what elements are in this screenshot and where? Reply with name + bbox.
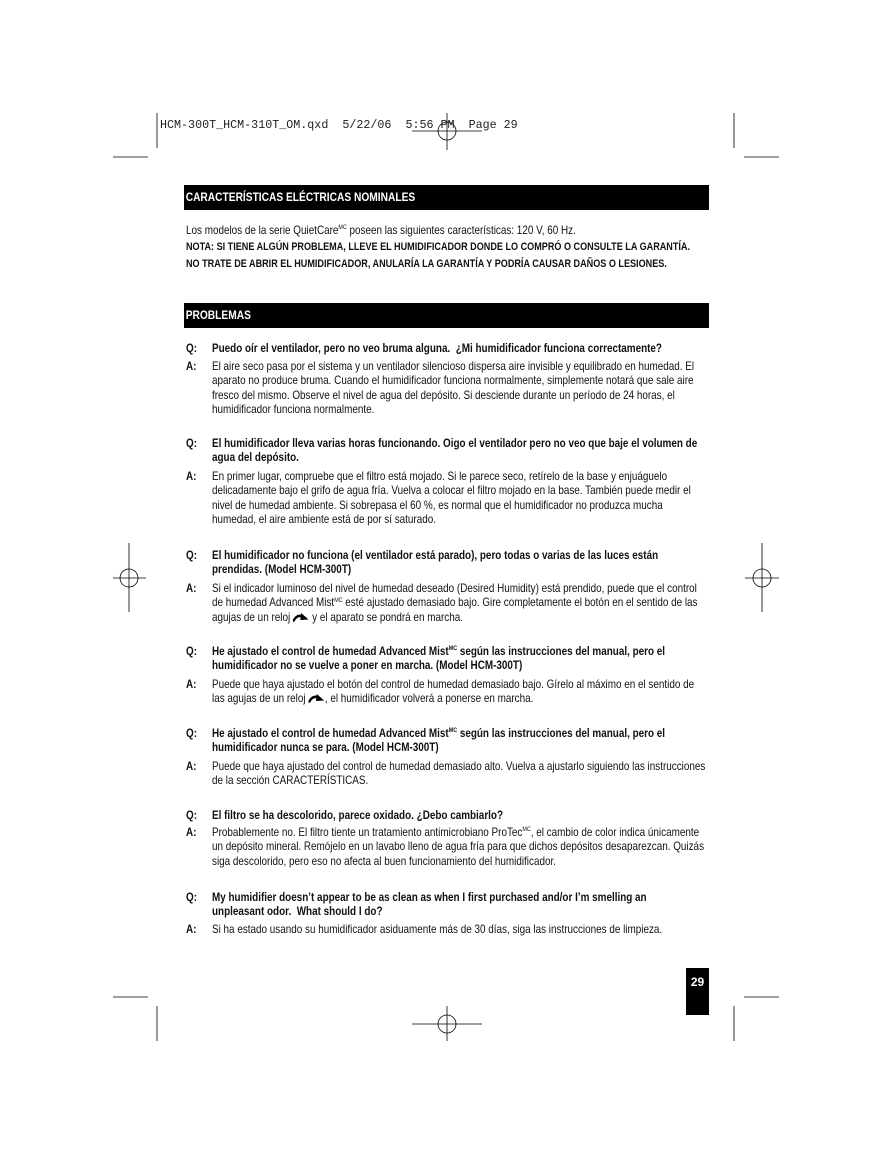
question-text (212, 726, 699, 755)
text-line: humedad, el aire ambiente está de por sí saturado. (212, 512, 436, 527)
text-line: humidificador nunca se para. (Model HCM-300T) (212, 740, 439, 755)
text-line: Si el indicador luminoso del nivel de humedad deseado (Desired Humidity) está prendido, puede que el control (212, 580, 697, 595)
text-line: En primer lugar, compruebe que el filtro está mojado. Si le parece seco, retírelo de la base y enjuáguelo (212, 468, 668, 483)
answer-label: A: (186, 358, 197, 373)
question-text (212, 890, 699, 919)
answer-3 (186, 581, 706, 625)
section-heading-text: PROBLEMAS (185, 308, 251, 322)
question-6 (186, 808, 706, 823)
answer-5 (186, 759, 706, 788)
text-line: NOTA: SI TIENE ALGÚN PROBLEMA, LLEVE EL HUMIDIFICADOR DONDE LO COMPRÓ O CONSULTE LA GARANTÍA. (186, 240, 690, 253)
question-3 (186, 548, 706, 577)
text-segment: Los modelos de la serie QuietCare (186, 222, 339, 237)
trademark-superscript: MC (448, 645, 458, 653)
trademark-superscript: MC (334, 596, 343, 604)
answer-text (212, 359, 699, 417)
text-line (212, 644, 699, 659)
crop-mark-bottom-right (734, 997, 779, 1041)
text-line: humidificador no se vuelve a poner en marcha. (Model HCM-300T) (212, 658, 523, 673)
text-line (212, 610, 699, 625)
registration-mark-bottom (412, 1006, 482, 1041)
question-label: Q: (186, 889, 198, 904)
text-line: El humidificador lleva varias horas funcionando. Oigo el ventilador pero no veo que baje el volumen de (212, 435, 698, 450)
section-heading-ratings (184, 185, 709, 210)
answer-2 (186, 469, 706, 527)
text-line: delicadamente bajo el grifo de agua fría. Vuelva a colocar el filtro mojado en la base. También puede medir el (212, 483, 691, 498)
text-segment: las agujas de un reloj (212, 691, 309, 706)
question-text (212, 436, 699, 465)
note-text (186, 239, 690, 273)
answer-label: A: (186, 676, 197, 691)
text-segment: , el cambio de color indica únicamente (530, 824, 700, 839)
answer-7 (186, 922, 706, 937)
trademark-superscript: MC (522, 826, 531, 834)
file-slug-header: HCM-300T_HCM-310T_OM.qxd 5/22/06 5:56 PM Page 29 (160, 118, 518, 132)
text-line: agua del depósito. (212, 450, 299, 465)
question-text (212, 548, 699, 577)
answer-4 (186, 677, 706, 706)
question-7 (186, 890, 706, 919)
question-5 (186, 726, 706, 755)
text-segment: He ajustado el control de humedad Advanced Mist (212, 725, 449, 740)
answer-text (212, 824, 705, 869)
text-line: Puede que haya ajustado el botón del control de humedad demasiado bajo. Gírelo al máximo en el sentido de (212, 676, 695, 691)
clockwise-arrow-icon (293, 612, 310, 622)
text-segment: esté ajustado demasiado bajo. Gire completamente el botón en el sentido de las (342, 595, 698, 610)
answer-text (212, 758, 706, 788)
text-segment: según las instrucciones del manual, pero el (457, 725, 666, 740)
text-line (186, 223, 673, 238)
answer-text (212, 469, 699, 527)
text-line: El humidificador no funciona (el ventilador está parado), pero todas o varias de las luces están (212, 547, 659, 562)
text-line: Puede que haya ajustado del control de humedad demasiado alto. Vuelva a ajustarlo siguiendo las instrucciones (212, 758, 706, 773)
question-2 (186, 436, 706, 465)
answer-6 (186, 825, 706, 869)
text-segment: según las instrucciones del manual, pero el (457, 643, 666, 658)
text-segment: y el aparato se pondrá en marcha. (309, 609, 463, 624)
question-label: Q: (186, 435, 198, 450)
text-line: prendidas. (Model HCM-300T) (212, 562, 352, 577)
text-line: unpleasant odor. What should I do? (212, 904, 383, 919)
text-line: Si ha estado usando su humidificador asiduamente más de 30 días, siga las instrucciones de limpieza. (212, 921, 663, 936)
text-line: fresco del mismo. Observe el nivel de agua del depósito. Si desciende durante un período de 24 horas, el (212, 387, 675, 402)
text-line (212, 595, 699, 610)
text-line: aparato no produce bruma. Cuando el humidificador funciona normalmente, simplemente notará que sale aire (212, 373, 694, 388)
question-1 (186, 341, 706, 356)
answer-label: A: (186, 758, 197, 773)
text-line: El aire seco pasa por el sistema y un ventilador silencioso dispersa aire invisible y equilibrado en humedad. El (212, 358, 695, 373)
crop-mark-top-left (113, 113, 157, 157)
text-line: nivel de humedad ambiente. Si sobrepasa el 60 %, es normal que el humidificador no produzca mucha (212, 497, 663, 512)
text-segment: poseen las siguientes características: 120 V, 60 Hz. (346, 222, 576, 237)
section-heading-text: CARACTERÍSTICAS ELÉCTRICAS NOMINALES (185, 190, 416, 204)
question-label: Q: (186, 725, 198, 740)
question-label: Q: (186, 643, 198, 658)
text-line: un depósito mineral. Remójelo en un lavabo lleno de agua fría para que dichos depósitos desaparezcan. Quizás (212, 839, 705, 854)
page-number-tab (686, 968, 709, 1015)
section-heading-problems (184, 303, 709, 328)
text-line: siga descolorido, pero eso no afecta al buen funcionamiento del humidificador. (212, 853, 556, 868)
crop-mark-top-right (734, 113, 779, 157)
text-line: Puedo oír el ventilador, pero no veo bruma alguna. ¿Mi humidificador funciona correctamente? (212, 340, 662, 355)
warning-note (186, 239, 706, 273)
question-label: Q: (186, 807, 198, 822)
text-line: humidificador funciona normalmente. (212, 402, 375, 417)
crop-mark-bottom-left (113, 997, 157, 1041)
text-segment: agujas de un reloj (212, 609, 293, 624)
ratings-intro (186, 223, 706, 238)
answer-1 (186, 359, 706, 417)
text-line: NO TRATE DE ABRIR EL HUMIDIFICADOR, ANULARÍA LA GARANTÍA Y PODRÍA CAUSAR DAÑOS O LESIONES. (186, 257, 667, 270)
text-line: El filtro se ha descolorido, parece oxidado. ¿Debo cambiarlo? (212, 807, 504, 822)
question-4 (186, 644, 706, 673)
question-text (212, 341, 699, 356)
clockwise-arrow-icon (308, 693, 325, 703)
registration-mark-right (745, 543, 779, 612)
text-line: My humidifier doesn’t appear to be as clean as when I first purchased and/or I’m smelling an (212, 889, 647, 904)
answer-text (212, 581, 699, 625)
answer-text (212, 677, 699, 706)
text-segment: , el humidificador volverá a ponerse en marcha. (324, 691, 534, 706)
text-line: de la sección CARACTERÍSTICAS. (212, 773, 369, 788)
text-segment: de humedad Advanced Mist (212, 595, 335, 610)
text-line (212, 726, 699, 741)
question-label: Q: (186, 547, 198, 562)
answer-label: A: (186, 580, 197, 595)
text-segment: Probablemente no. El filtro tiente un tratamiento antimicrobiano ProTec (212, 824, 523, 839)
trademark-superscript: MC (338, 224, 347, 232)
text-line (212, 691, 699, 706)
answer-label: A: (186, 468, 197, 483)
text-segment: He ajustado el control de humedad Advanced Mist (212, 643, 449, 658)
answer-label: A: (186, 921, 197, 936)
trademark-superscript: MC (448, 727, 458, 735)
paragraph-text (186, 223, 673, 238)
text-line (212, 825, 699, 840)
question-text (212, 644, 699, 673)
answer-label: A: (186, 824, 197, 839)
question-label: Q: (186, 340, 198, 355)
answer-text (212, 922, 699, 937)
registration-mark-left (113, 543, 146, 612)
page-number: 29 (690, 975, 705, 989)
question-text (212, 808, 699, 823)
